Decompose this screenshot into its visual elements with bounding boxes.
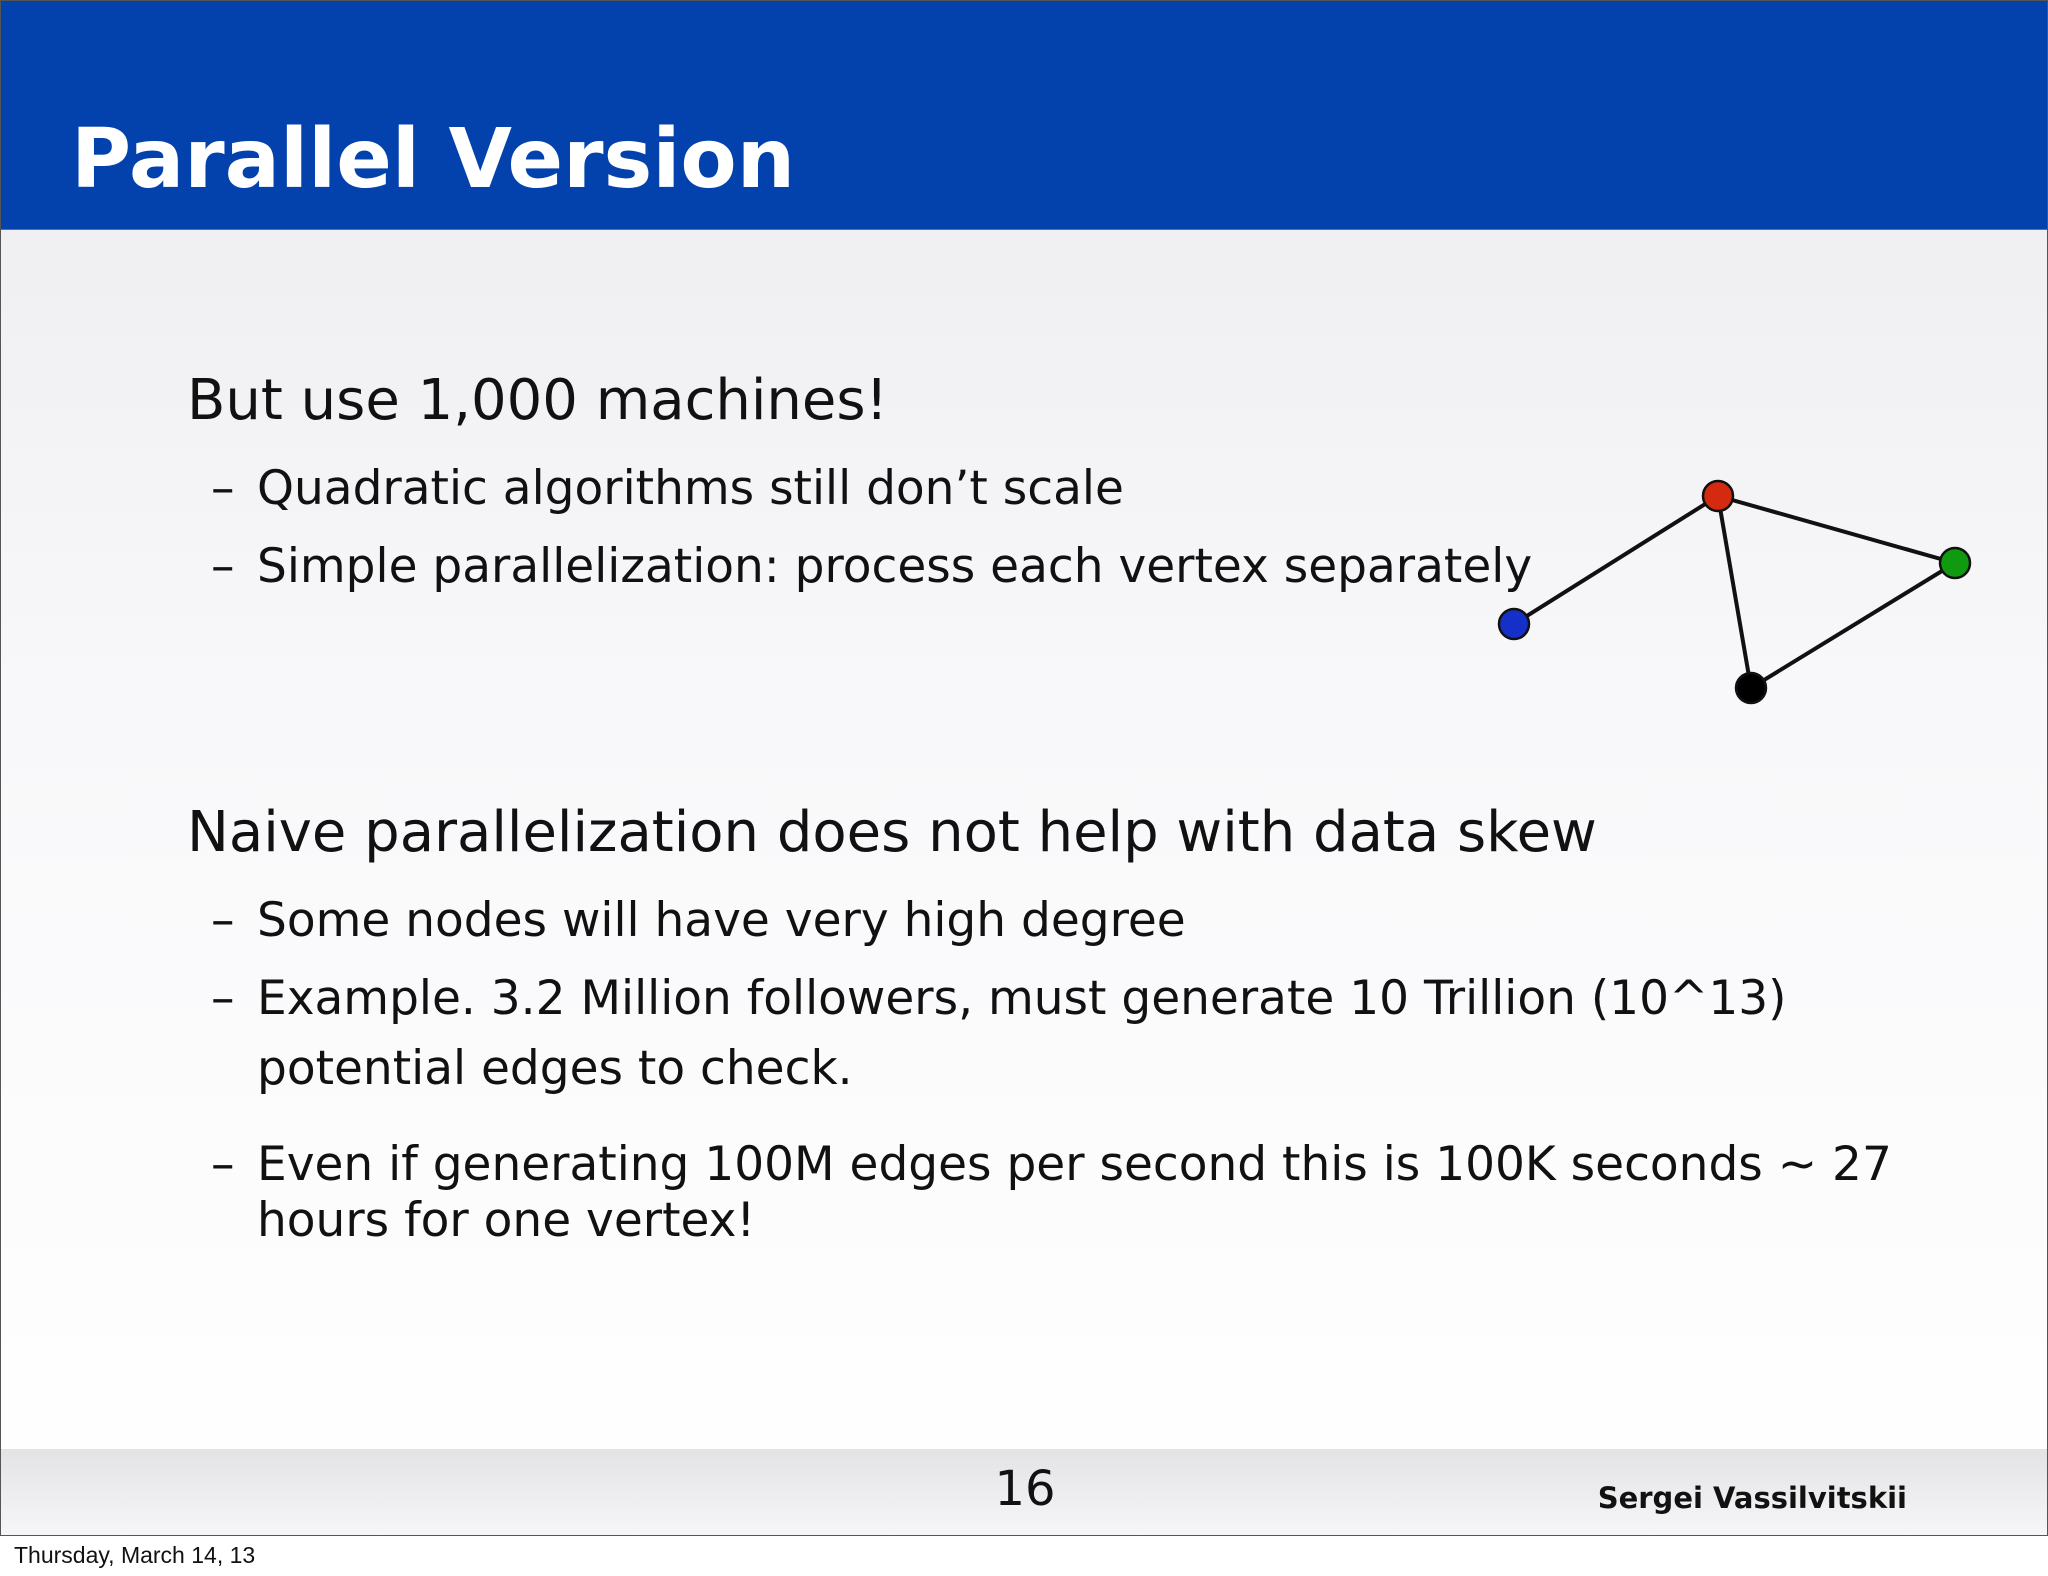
bullet-text: Some nodes will have very high degree bbox=[257, 893, 1186, 948]
section2-heading: Naive parallelization does not help with data skew bbox=[187, 800, 1597, 865]
edge-black-green bbox=[1751, 563, 1955, 688]
section2-bullet-3 bbox=[211, 1137, 1911, 1250]
bullet-dash: – bbox=[211, 893, 235, 948]
bullet-text-continued: potential edges to check. bbox=[257, 1041, 853, 1097]
section2-bullet-2 bbox=[211, 971, 1911, 1098]
bullet-dash: – bbox=[211, 461, 235, 516]
bullet-dash: – bbox=[211, 971, 235, 1026]
edge-blue-red bbox=[1514, 496, 1718, 624]
edge-red-black bbox=[1718, 496, 1751, 688]
node-black bbox=[1736, 673, 1766, 703]
graph-diagram bbox=[1481, 471, 2001, 711]
title-bar bbox=[1, 1, 2047, 230]
section1-heading: But use 1,000 machines! bbox=[187, 368, 888, 433]
bullet-text-continued: hours for one vertex! bbox=[257, 1193, 756, 1249]
bullet-text: Even if generating 100M edges per second this is 100K seconds ~ 27 bbox=[257, 1137, 1892, 1192]
section2-bullet-1 bbox=[211, 893, 1911, 949]
bullet-text: Simple parallelization: process each vertex separately bbox=[257, 539, 1533, 594]
bullet-text: Example. 3.2 Million followers, must generate 10 Trillion (10^13) bbox=[257, 971, 1787, 1026]
node-green bbox=[1940, 548, 1970, 578]
bullet-dash: – bbox=[211, 1137, 235, 1192]
slide-title: Parallel Version bbox=[71, 112, 796, 207]
bullet-text: Quadratic algorithms still don’t scale bbox=[257, 461, 1124, 516]
edge-red-green bbox=[1718, 496, 1955, 563]
bullet-dash: – bbox=[211, 539, 235, 594]
node-red bbox=[1703, 481, 1733, 511]
node-blue bbox=[1499, 609, 1529, 639]
author-name: Sergei Vassilvitskii bbox=[1597, 1481, 1907, 1515]
print-date: Thursday, March 14, 13 bbox=[14, 1542, 256, 1568]
page-number: 16 bbox=[994, 1461, 1056, 1517]
